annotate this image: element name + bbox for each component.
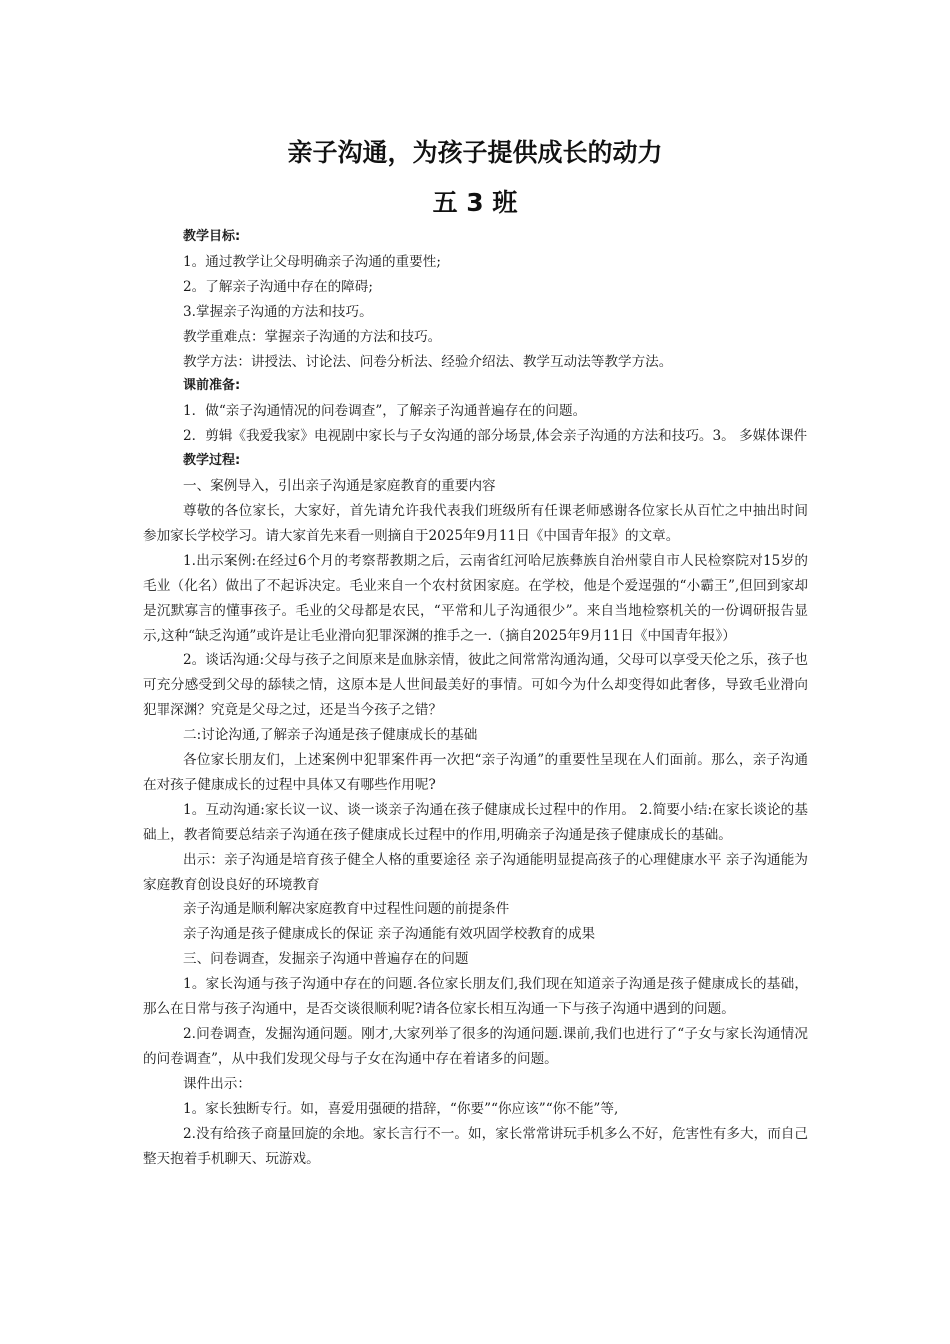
paragraph: 2.问卷调查，发掘沟通问题。刚才,大家列举了很多的沟通问题.课前,我们也进行了“子女与家长沟通情况的问卷调查”，从中我们发现父母与子女在沟通中存在着诸多的问题。: [143, 1026, 808, 1067]
document-subtitle: 五 3 班: [432, 188, 518, 217]
paragraph: 课件出示：: [183, 1075, 251, 1092]
paragraph: 2。谈话沟通:父母与孩子之间原来是血脉亲情，彼此之间常常沟通沟通，父母可以享受天伦之乐，孩子也可充分感受到父母的舔犊之情，这原本是人世间最美好的事情。可如今为什么却变得如此奢侈，导致毛业滑向犯罪深渊？究竟是父母之过，还是当今孩子之错？: [143, 652, 808, 719]
paragraph: 1.出示案例:在经过6个月的考察帮教期之后，云南省红河哈尼族彝族自治州蒙自市人民检察院对15岁的毛业（化名）做出了不起诉决定。毛业来自一个农村贫困家庭。在学校，他是个爱逞强的“小霸王”,但回到家却是沉默寡言的懂事孩子。毛业的父母都是农民，“平常和儿子沟通很少”。来自当地检察机关的一份调研报告显示,这种“缺乏沟通”或许是让毛业滑向犯罪深渊的推手之一.（摘自2025年9月11日《中国青年报》）: [143, 552, 808, 644]
paragraph-heading: 教学目标:: [183, 229, 241, 244]
document-title: 亲子沟通，为孩子提供成长的动力: [287, 138, 663, 167]
paragraph: 1。家长独断专行。如，喜爱用强硬的措辞，“你要”“你应该”“你不能”等,: [183, 1100, 619, 1117]
paragraph: 亲子沟通是孩子健康成长的保证 亲子沟通能有效巩固学校教育的成果: [183, 926, 596, 943]
paragraph: 1。互动沟通:家长议一议、谈一谈亲子沟通在孩子健康成长过程中的作用。 2.简要小结:在家长谈论的基础上，教者简要总结亲子沟通在孩子健康成长过程中的作用,明确亲子沟通是孩子健康成长的基础。: [143, 801, 808, 843]
paragraph: 尊敬的各位家长，大家好，首先请允许我代表我们班级所有任课老师感谢各位家长从百忙之中抽出时间参加家长学校学习。请大家首先来看一则摘自于2025年9月11日《中国青年报》的文章。: [143, 502, 808, 544]
paragraph: 出示：亲子沟通是培育孩子健全人格的重要途径 亲子沟通能明显提高孩子的心理健康水平 亲子沟通能为家庭教育创设良好的环境教育: [143, 851, 808, 893]
paragraph: 2．剪辑《我爱我家》电视剧中家长与子女沟通的部分场景,体会亲子沟通的方法和技巧。3。 多媒体课件: [183, 428, 808, 445]
paragraph: 教学重难点：掌握亲子沟通的方法和技巧。: [183, 328, 442, 345]
paragraph: 1。家长沟通与孩子沟通中存在的问题.各位家长朋友们,我们现在知道亲子沟通是孩子健康成长的基础，那么在日常与孩子沟通中，是否交谈很顺利呢?请各位家长相互沟通一下与孩子沟通中遇到的问题。: [143, 976, 808, 1018]
paragraph: 三、问卷调查，发掘亲子沟通中普遍存在的问题: [183, 951, 469, 968]
paragraph-heading: 课前准备:: [183, 378, 241, 394]
paragraph: 各位家长朋友们，上述案例中犯罪案件再一次把“亲子沟通”的重要性呈现在人们面前。那么，亲子沟通在对孩子健康成长的过程中具体又有哪些作用呢?: [143, 752, 808, 793]
paragraph: 1．做“亲子沟通情况的问卷调查”，了解亲子沟通普遍存在的问题。: [183, 403, 587, 420]
paragraph: 一、案例导入，引出亲子沟通是家庭教育的重要内容: [183, 478, 496, 495]
paragraph: 2。了解亲子沟通中存在的障碍;: [183, 278, 373, 295]
paragraph: 教学方法：讲授法、讨论法、问卷分析法、经验介绍法、教学互动法等教学方法。: [183, 353, 673, 370]
paragraph: 二:讨论沟通,了解亲子沟通是孩子健康成长的基础: [183, 727, 478, 744]
paragraph: 亲子沟通是顺利解决家庭教育中过程性问题的前提条件: [183, 901, 510, 918]
paragraph-heading: 教学过程:: [183, 453, 241, 469]
paragraph: 2.没有给孩子商量回旋的余地。家长言行不一。如，家长常常讲玩手机多么不好，危害性有多大，而自己整天抱着手机聊天、玩游戏。: [143, 1125, 808, 1167]
document-body: [143, 225, 808, 1171]
paragraph: 3.掌握亲子沟通的方法和技巧。: [183, 303, 373, 320]
paragraph: 1。通过教学让父母明确亲子沟通的重要性;: [183, 253, 441, 270]
